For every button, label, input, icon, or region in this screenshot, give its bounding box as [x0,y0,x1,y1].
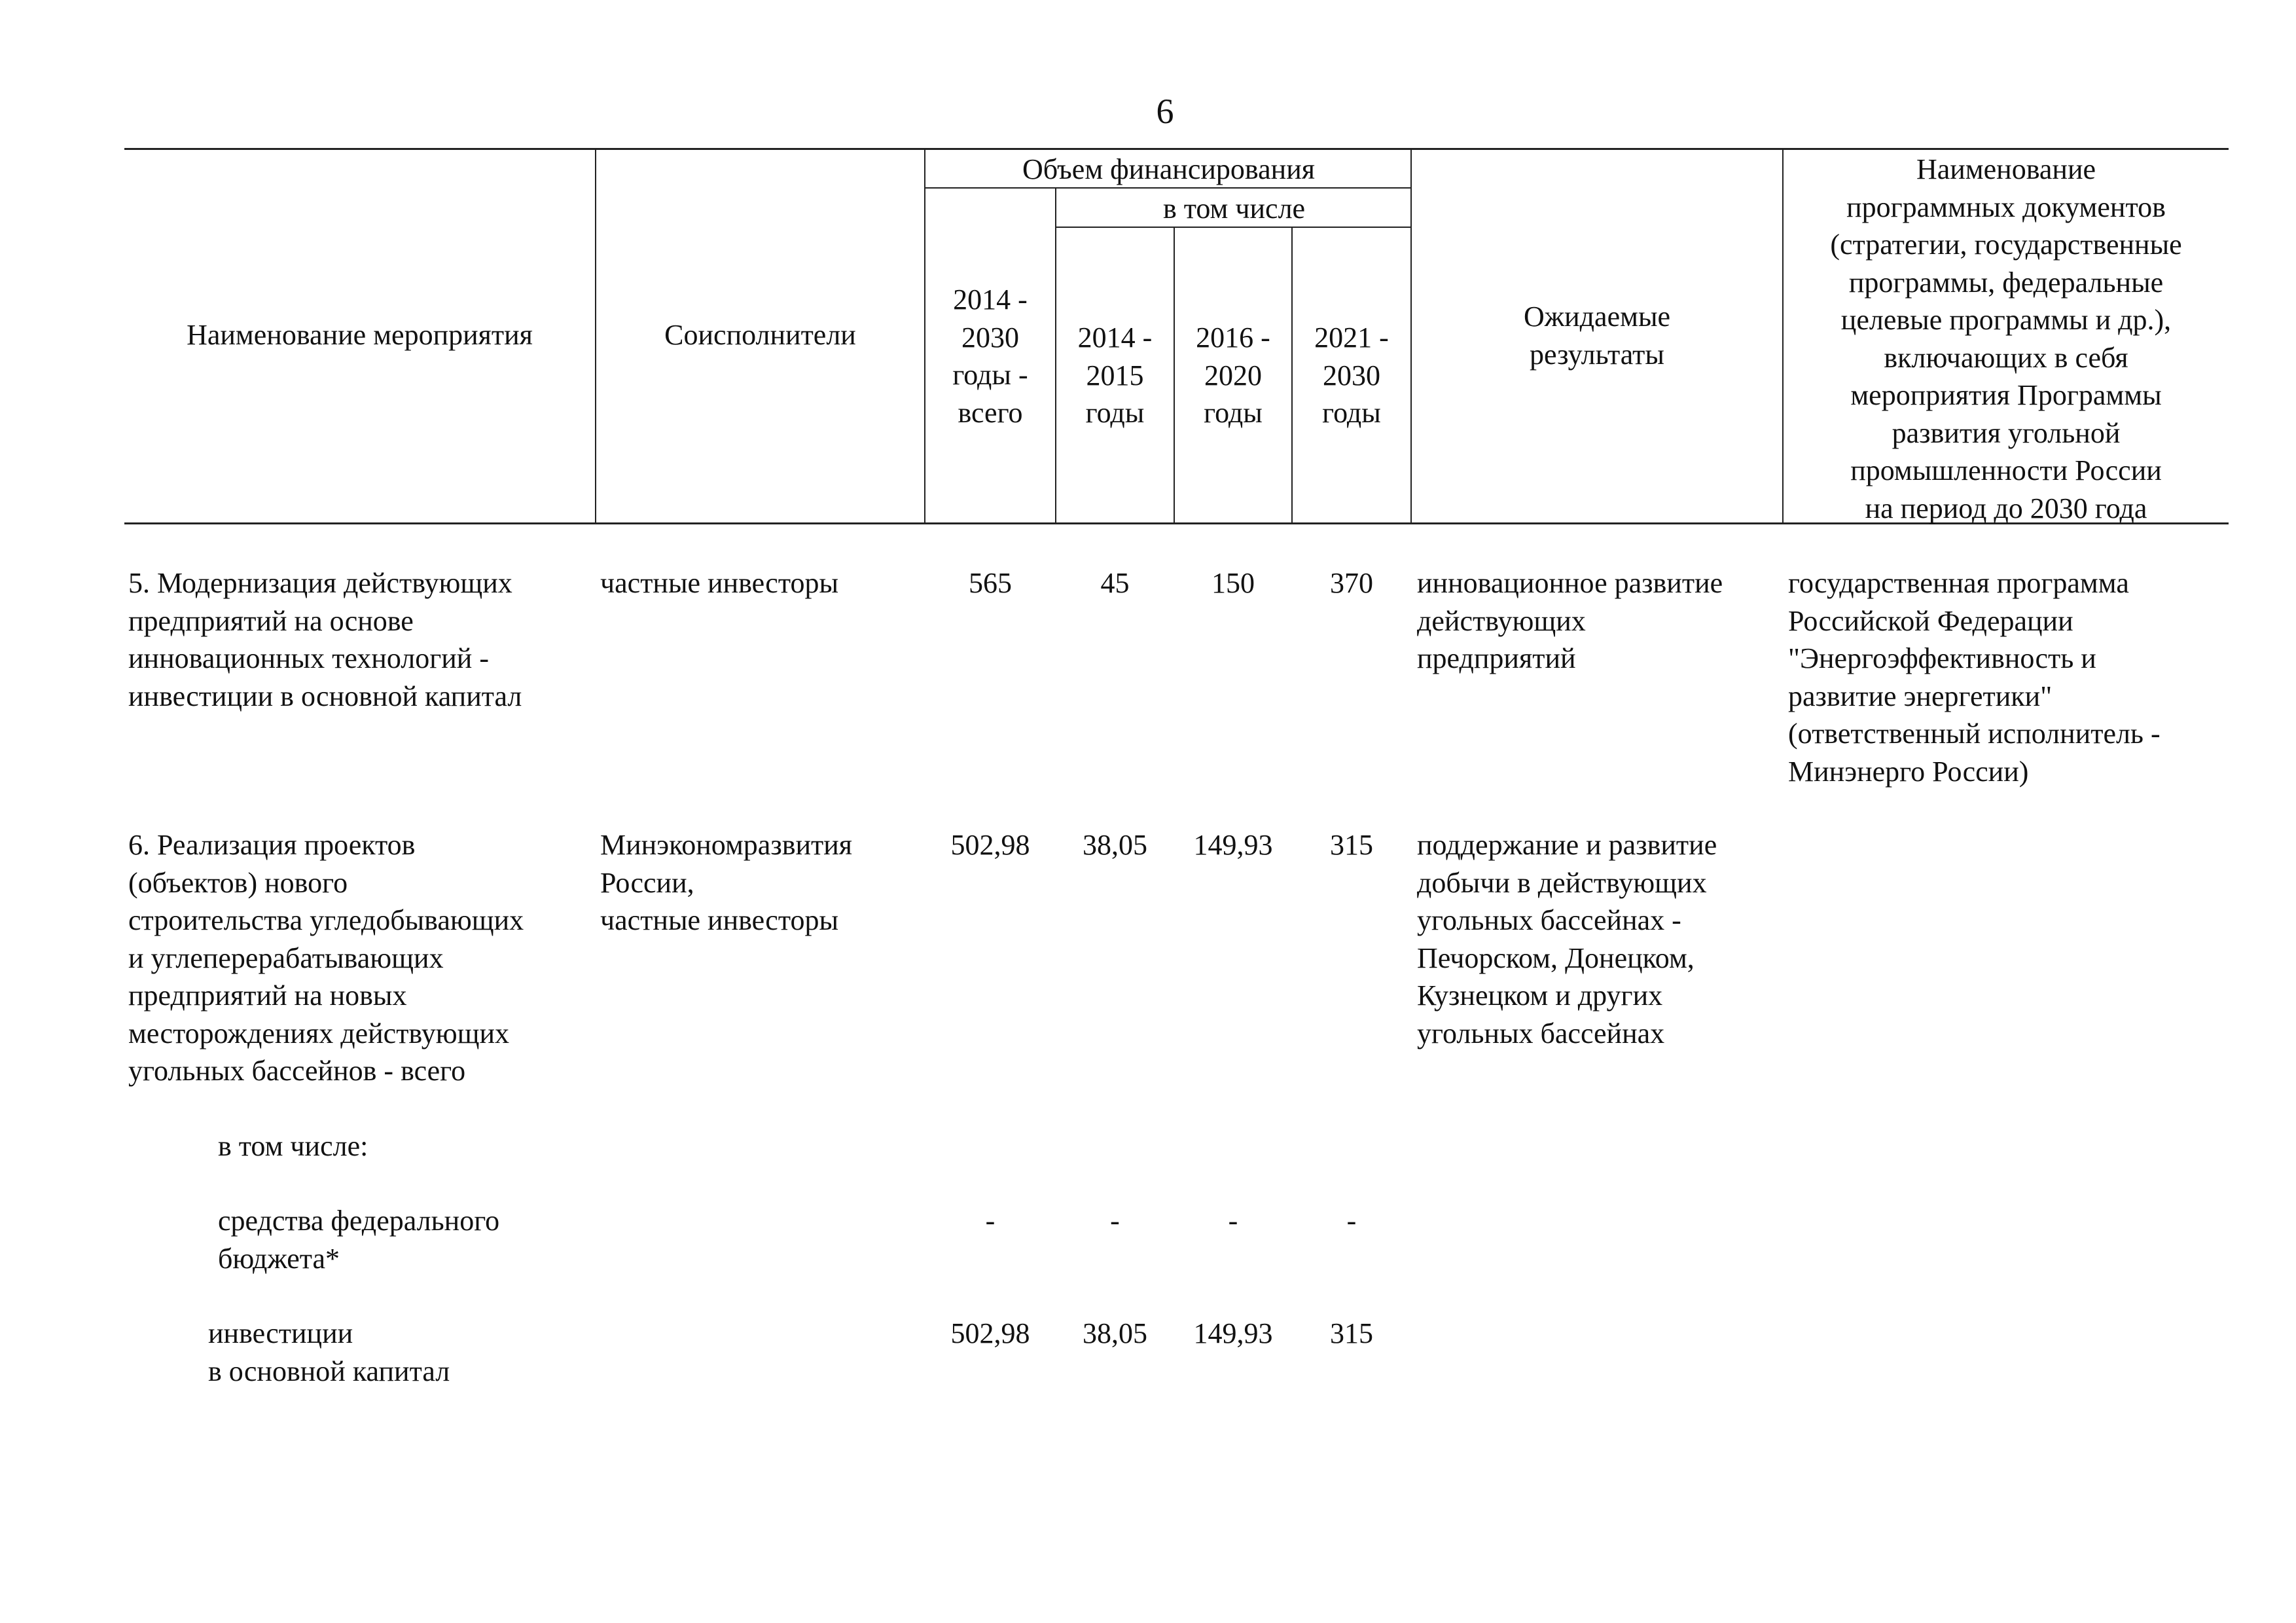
table-top-border [124,148,2229,150]
header-name: Наименование мероприятия [187,319,533,351]
row6-coexecutors: Минэкономразвития России, частные инвесторы [600,829,853,936]
row6-results: поддержание и развитие добычи в действующих угольных бассейнах - Печорском, Донецком, Кузнецком и других угольных бассейнах [1417,829,1717,1049]
row6-p2: 149,93 [1193,829,1273,861]
sub-row-investment-p2: 149,93 [1193,1317,1273,1349]
row6-p3: 315 [1330,829,1373,861]
row5-documents: государственная программа Российской Федерации "Энергоэффективность и развитие энергетики" (ответственный исполнитель - Минэнерго России) [1788,567,2161,788]
header-period-2016-2020: 2016 - 2020 годы [1196,321,1270,429]
row5-p2: 150 [1211,567,1255,599]
row5-p3: 370 [1330,567,1373,599]
header-total-period: 2014 - 2030 годы - всего [952,283,1028,429]
header-documents: Наименование программных документов (стратегии, государственные программы, федеральные целевые программы и др.), включающих в себя мероприятия Программы развития угольной промышленности России на период до 2030 года [1830,153,2182,524]
header-including: в том числе [1162,192,1306,225]
sub-row-federal-p1: - [1110,1205,1120,1237]
sub-row-investment-p1: 38,05 [1083,1317,1147,1349]
row5-coexecutors: частные инвесторы [600,567,839,599]
sub-row-investment-p3: 315 [1330,1317,1373,1349]
sub-row-federal-p2: - [1228,1205,1238,1237]
sub-row-federal-p3: - [1346,1205,1357,1237]
row5-name: 5. Модернизация действующих предприятий на основе инновационных технологий - инвестиции в основной капитал [128,567,522,712]
row6-name: 6. Реализация проектов (объектов) нового строительства угледобывающих и углеперерабатывающих предприятий на новых месторождениях действующих угольных бассейнов - всего [128,829,524,1087]
header-results: Ожидаемые результаты [1523,301,1671,371]
header-period-2014-2015: 2014 - 2015 годы [1077,321,1153,429]
row5-results: инновационное развитие действующих предприятий [1417,567,1723,674]
row6-total: 502,98 [950,829,1030,861]
page-number: 6 [1156,92,1174,131]
sub-row-investment-name: инвестиции в основной капитал [208,1317,450,1387]
header-period-2021-2030: 2021 - 2030 годы [1314,321,1389,429]
header-financing: Объем финансирования [1022,153,1315,185]
sub-row-federal-name: средства федерального бюджета* [218,1205,500,1275]
row5-p1: 45 [1100,567,1130,599]
row5-total: 565 [969,567,1012,599]
header-coexecutors: Соисполнители [664,319,856,351]
sub-including-label: в том числе: [218,1130,368,1162]
sub-row-investment-total: 502,98 [950,1317,1030,1349]
sub-row-federal-total: - [985,1205,996,1237]
row6-p1: 38,05 [1083,829,1147,861]
